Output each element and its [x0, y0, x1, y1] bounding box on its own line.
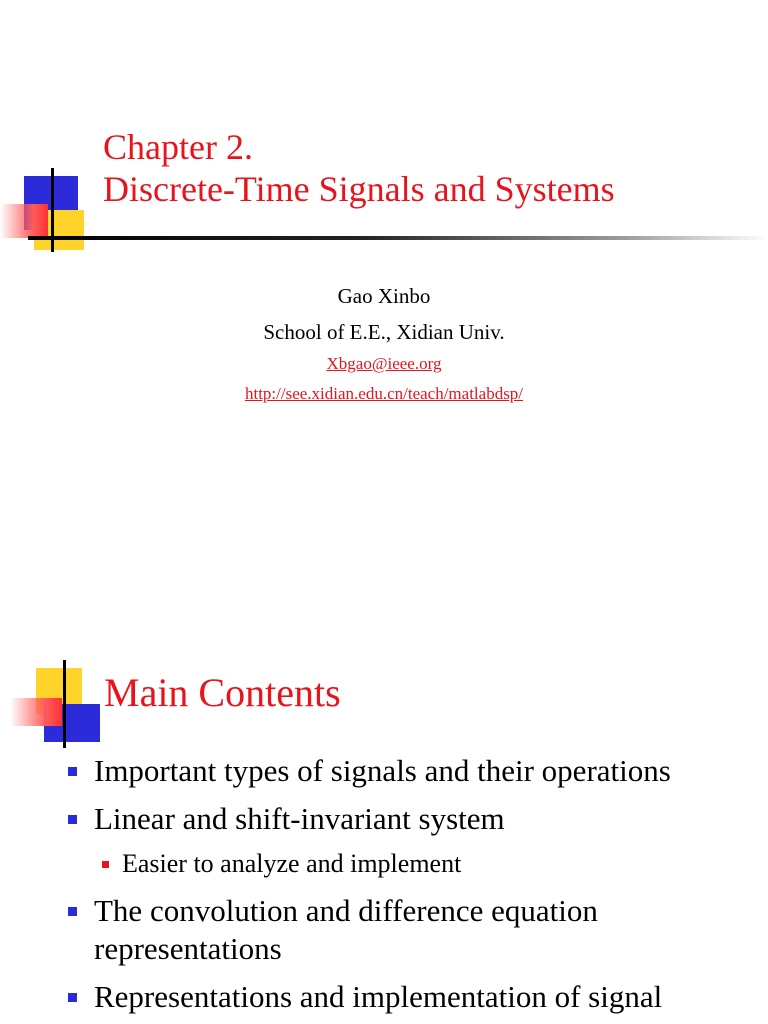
course-url-link[interactable]: http://see.xidian.edu.cn/teach/matlabdsp/ [244, 384, 524, 403]
email-line [0, 354, 768, 374]
list-item: Linear and shift-invariant system [66, 800, 756, 838]
chapter-name: Discrete-Time Signals and Systems [103, 169, 615, 209]
url-line [0, 384, 768, 404]
chapter-title [103, 126, 615, 210]
author-affiliation: School of E.E., Xidian Univ. [263, 320, 505, 344]
list-item: The convolution and difference equation representations [66, 892, 756, 968]
sub-bullet-square-icon [102, 861, 109, 868]
contents-slide [0, 512, 768, 1024]
bullet-square-icon [68, 815, 77, 824]
contents-title: Main Contents [104, 670, 341, 715]
bullet-square-icon [68, 907, 77, 916]
email-link[interactable]: Xbgao@ieee.org [326, 354, 442, 373]
bullet-square-icon [68, 993, 77, 1002]
sub-list-item: Easier to analyze and implement [100, 848, 756, 880]
chapter-number: Chapter 2. [103, 127, 253, 167]
list-item: Important types of signals and their operations [66, 752, 756, 790]
title-divider [28, 236, 768, 240]
bullet-square-icon [68, 767, 77, 776]
list-item: Representations and implementation of signal [66, 978, 756, 1016]
author-name: Gao Xinbo [337, 284, 431, 308]
contents-list [66, 752, 756, 1024]
